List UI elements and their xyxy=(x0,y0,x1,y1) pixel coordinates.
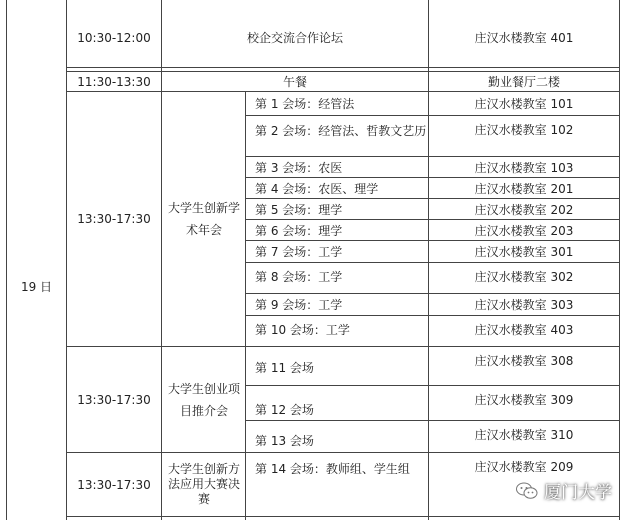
room-1 xyxy=(429,92,619,115)
venue-label: 第 9 会场：工学 xyxy=(255,298,343,312)
venue-10 xyxy=(246,316,428,346)
venue-label: 第 14 会场：教师组、学生组 xyxy=(255,462,410,476)
room-2 xyxy=(429,116,619,156)
block2-time xyxy=(67,347,161,452)
venue-2 xyxy=(246,116,428,156)
row2-room xyxy=(429,72,619,91)
venue-label: 第 1 会场：经管法 xyxy=(255,97,355,111)
time-text: 10:30-12:00 xyxy=(77,30,151,45)
venue-label: 第 5 会场：理学 xyxy=(255,202,343,217)
room-text: 庄汉水楼教室 309 xyxy=(474,393,574,407)
room-text: 庄汉水楼教室 209 xyxy=(474,460,574,474)
room-12 xyxy=(429,386,619,420)
block3-time xyxy=(67,453,161,516)
time-text: 13:30-17:30 xyxy=(77,212,151,226)
wechat-icon xyxy=(516,482,538,500)
venue-label: 第 10 会场：工学 xyxy=(255,323,350,337)
time-text: 13:30-17:30 xyxy=(77,392,151,407)
room-text: 庄汉水楼教室 303 xyxy=(474,298,574,312)
venue-label: 第 4 会场：农医、理学 xyxy=(255,181,379,196)
event-text: 大学生创业项目推介会 xyxy=(167,381,240,418)
event-text: 午餐 xyxy=(282,75,307,89)
venue-label: 第 2 会场：经管法、哲教文艺历 xyxy=(255,124,427,138)
room-text: 庄汉水楼教室 301 xyxy=(474,245,574,259)
venue-11 xyxy=(246,347,428,385)
room-9 xyxy=(429,294,619,315)
venue-14 xyxy=(246,453,428,516)
venue-1 xyxy=(246,92,428,115)
hline xyxy=(66,516,620,517)
hline xyxy=(66,67,620,68)
venue-label: 第 13 会场 xyxy=(255,434,314,448)
venue-label: 第 6 会场：理学 xyxy=(255,223,343,238)
room-4 xyxy=(429,178,619,198)
room-10 xyxy=(429,316,619,346)
row1-room xyxy=(429,0,619,67)
block1-event xyxy=(166,92,242,346)
room-11 xyxy=(429,347,619,385)
event-text: 校企交流合作论坛 xyxy=(246,31,343,45)
time-text: 13:30-17:30 xyxy=(77,477,151,492)
venue-7 xyxy=(246,241,428,262)
room-text: 庄汉水楼教室 102 xyxy=(474,123,574,137)
venue-13 xyxy=(246,421,428,452)
venue-label: 第 7 会场：工学 xyxy=(255,245,343,259)
room-text: 勤业餐厅二楼 xyxy=(487,75,560,89)
block1-time xyxy=(67,92,161,346)
room-text: 庄汉水楼教室 202 xyxy=(474,202,574,217)
venue-9 xyxy=(246,294,428,315)
day-label: 19 日 xyxy=(20,279,53,294)
event-text: 大学生创新方法应用大赛决赛 xyxy=(167,462,240,506)
time-text: 11:30-13:30 xyxy=(77,74,151,89)
row1-event xyxy=(162,0,428,67)
venue-label: 第 8 会场：工学 xyxy=(255,270,343,284)
venue-8 xyxy=(246,263,428,293)
day-cell xyxy=(7,0,66,520)
venue-6 xyxy=(246,220,428,240)
room-text: 庄汉水楼教室 310 xyxy=(474,428,574,442)
room-text: 庄汉水楼教室 101 xyxy=(474,97,574,111)
room-text: 庄汉水楼教室 201 xyxy=(474,181,574,196)
room-7 xyxy=(429,241,619,262)
room-5 xyxy=(429,199,619,219)
venue-12 xyxy=(246,386,428,420)
vline-right xyxy=(619,0,620,520)
room-text: 庄汉水楼教室 401 xyxy=(474,31,574,45)
block3-event xyxy=(166,453,242,516)
venue-label: 第 12 会场 xyxy=(255,403,314,417)
row2-event xyxy=(162,72,428,91)
room-3 xyxy=(429,157,619,177)
room-text: 庄汉水楼教室 302 xyxy=(474,270,574,284)
room-13 xyxy=(429,421,619,452)
room-text: 庄汉水楼教室 103 xyxy=(474,160,574,175)
venue-4 xyxy=(246,178,428,198)
venue-3 xyxy=(246,157,428,177)
room-8 xyxy=(429,263,619,293)
venue-label: 第 3 会场：农医 xyxy=(255,160,343,175)
venue-5 xyxy=(246,199,428,219)
room-6 xyxy=(429,220,619,240)
room-text: 庄汉水楼教室 403 xyxy=(474,323,574,337)
watermark-text: 厦门大学 xyxy=(544,483,612,503)
room-text: 庄汉水楼教室 203 xyxy=(474,223,574,238)
event-text: 大学生创新学术年会 xyxy=(167,201,240,237)
block2-event xyxy=(166,347,242,452)
room-text: 庄汉水楼教室 308 xyxy=(474,354,574,368)
row1-time xyxy=(67,0,161,67)
row2-time xyxy=(67,72,161,91)
watermark xyxy=(516,478,612,503)
venue-label: 第 11 会场 xyxy=(255,361,314,375)
